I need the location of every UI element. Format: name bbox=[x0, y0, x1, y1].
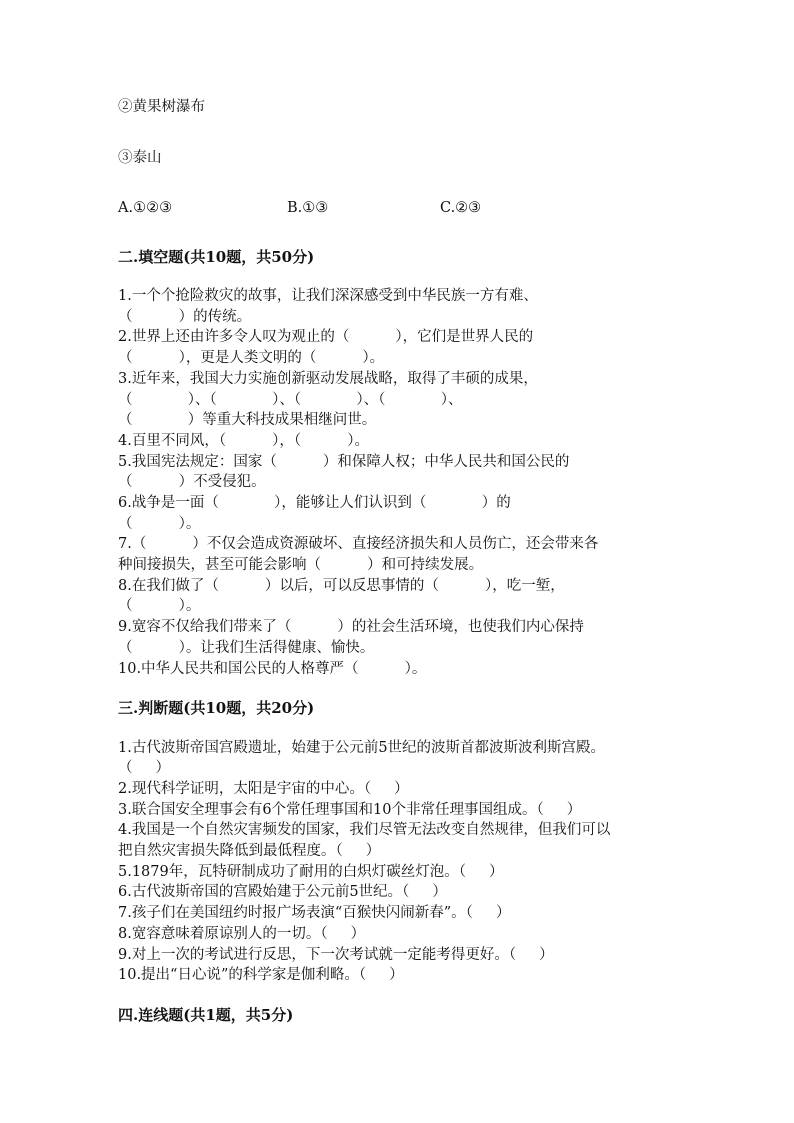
fill-line: 9.宽容不仅给我们带来了（ ）的社会生活环境，也使我们内心保持 bbox=[118, 619, 584, 635]
fill-line: 1.一个个抢险救灾的故事，让我们深深感受到中华民族一方有难、 bbox=[118, 288, 538, 304]
fill-line: 4.百里不同风，（ ），（ ）。 bbox=[118, 433, 370, 449]
judge-line: 4.我国是一个自然灾害频发的国家，我们尽管无法改变自然规律，但我们可以 bbox=[118, 822, 611, 838]
judge-line: 8.宽容意味着原谅别人的一切。（ ） bbox=[118, 926, 366, 942]
fill-line: 8.在我们做了（ ）以后，可以反思事情的（ ），吃一堑， bbox=[118, 578, 565, 594]
judge-line: 2.现代科学证明，太阳是宇宙的中心。（ ） bbox=[118, 781, 409, 797]
option-line-3: ③泰山 bbox=[118, 150, 162, 166]
choice-a: A.①②③ bbox=[118, 200, 173, 216]
judge-line: 9.对上一次的考试进行反思，下一次考试就一定能考得更好。（ ） bbox=[118, 947, 554, 963]
fill-line: （ ）。 bbox=[118, 516, 201, 532]
judge-line: 5.1879年，瓦特研制成功了耐用的白炽灯碳丝灯泡。（ ） bbox=[118, 864, 504, 880]
fill-line: 7.（ ）不仅会造成资源破坏、直接经济损失和人员伤亡，还会带来各 bbox=[118, 536, 599, 552]
judge-line: （ ） bbox=[118, 760, 171, 776]
option-line-2: ②黄果树瀑布 bbox=[118, 99, 205, 115]
judge-line: 3.联合国安全理事会有6个常任理事国和10个非常任理事国组成。（ ） bbox=[118, 802, 582, 818]
fill-line: （ ）的传统。 bbox=[118, 309, 252, 325]
fill-line: （ ）、（ ）、（ ）、（ ）、 bbox=[118, 392, 463, 408]
section-4-heading: 四.连线题(共1题，共5分) bbox=[118, 1006, 294, 1024]
section-3-heading: 三.判断题(共10题，共20分) bbox=[118, 699, 315, 717]
fill-line: 种间接损失，甚至可能会影响（ ）和可持续发展。 bbox=[118, 557, 484, 573]
judge-line: 6.古代波斯帝国的宫殿始建于公元前5世纪。（ ） bbox=[118, 884, 447, 900]
judge-line: 1.古代波斯帝国宫殿遗址，始建于公元前5世纪的波斯首都波斯波利斯宫殿。 bbox=[118, 740, 606, 756]
section-2-heading: 二.填空题(共10题，共50分) bbox=[118, 248, 315, 266]
fill-line: 5.我国宪法规定：国家（ ）和保障人权；中华人民共和国公民的 bbox=[118, 454, 570, 470]
judge-line: 7.孩子们在美国纽约时报广场表演“百猴快闪闹新春”。（ ） bbox=[118, 905, 511, 921]
choice-b: B.①③ bbox=[287, 200, 329, 216]
choice-c: C.②③ bbox=[440, 200, 482, 216]
fill-line: （ ）不受侵犯。 bbox=[118, 474, 266, 490]
fill-line: （ ）等重大科技成果相继问世。 bbox=[118, 412, 377, 428]
fill-line: 10.中华人民共和国公民的人格尊严（ ）。 bbox=[118, 661, 427, 677]
fill-line: （ ）。让我们生活得健康、愉快。 bbox=[118, 640, 375, 656]
fill-line: （ ），更是人类文明的（ ）。 bbox=[118, 350, 385, 366]
fill-line: 6.战争是一面（ ），能够让人们认识到（ ）的 bbox=[118, 495, 511, 511]
fill-line: 2.世界上还由许多令人叹为观止的（ ），它们是世界人民的 bbox=[118, 329, 534, 345]
fill-line: （ ）。 bbox=[118, 598, 201, 614]
fill-line: 3.近年来，我国大力实施创新驱动发展战略，取得了丰硕的成果， bbox=[118, 371, 538, 387]
judge-line: 把自然灾害损失降低到最低程度。（ ） bbox=[118, 843, 381, 859]
judge-line: 10.提出“日心说”的科学家是伽利略。（ ） bbox=[118, 967, 404, 983]
